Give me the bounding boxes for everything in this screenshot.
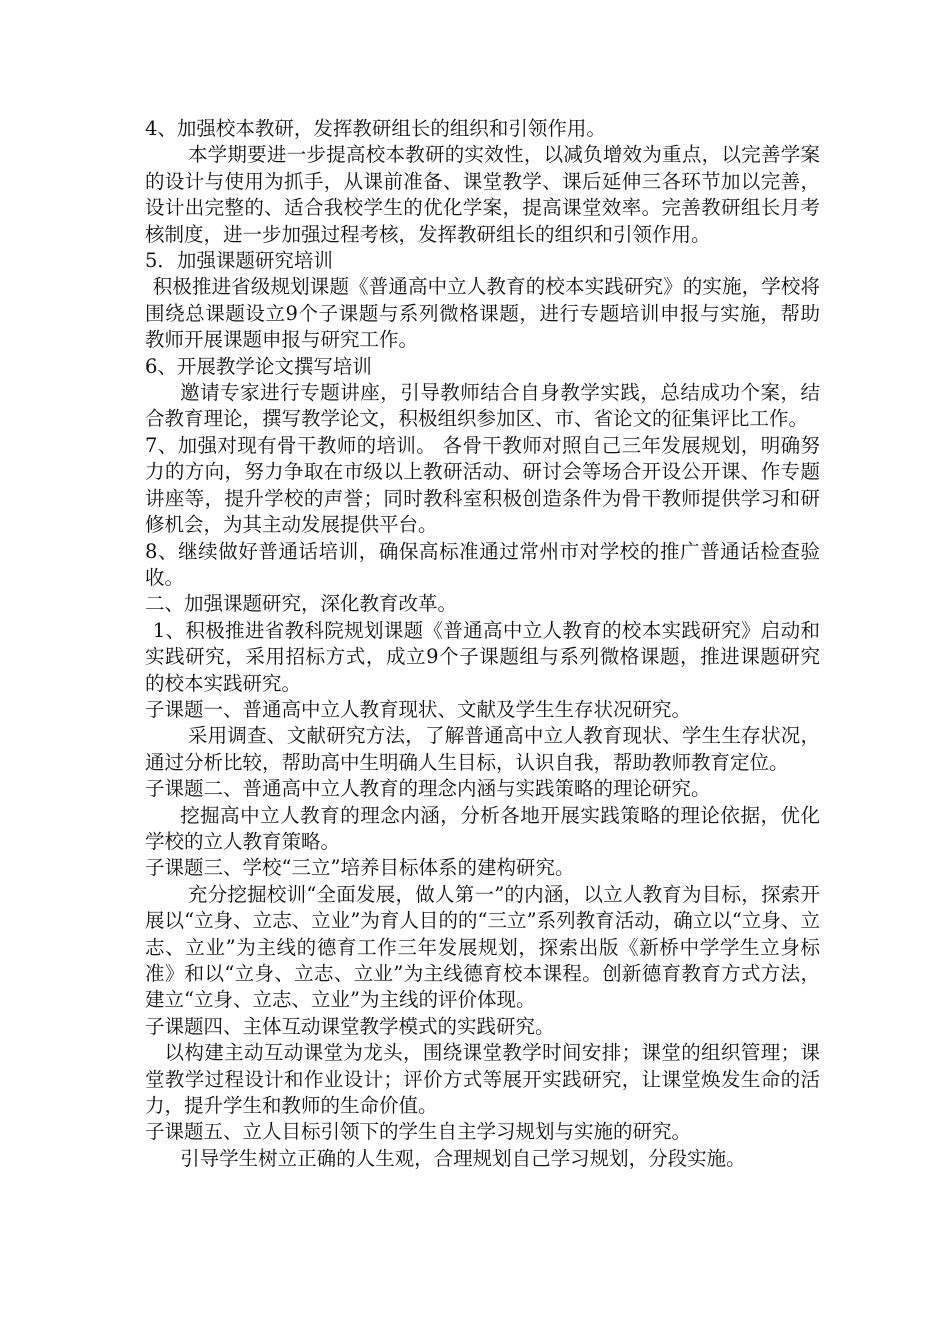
subtopic-2-body: 挖掘高中立人教育的理念内涵，分析各地开展实践策略的理论依据，优化学校的立人教育策略。 — [145, 803, 820, 853]
subtopic-1-body: 采用调查、文献研究方法，了解普通高中立人教育现状、学生生存状况，通过分析比较，帮助高中生明确人生目标，认识自我，帮助教师教育定位。 — [145, 724, 820, 774]
heading-6: 6、开展教学论文撰写培训 — [145, 354, 372, 378]
paragraph-paper-writing: 邀请专家进行专题讲座，引导教师结合自身教学实践，总结成功个案，结合教育理论，撰写教学论文，积极组织参加区、市、省论文的征集评比工作。 — [145, 381, 820, 431]
subtopic-5-body: 引导学生树立正确的人生观，合理规划自己学习规划，分段实施。 — [180, 1146, 746, 1170]
paragraph-school-research: 本学期要进一步提高校本教研的实效性，以减负增效为重点，以完善学案的设计与使用为抓手，从课前准备、课堂教学、课后延伸三各环节加以完善，设计出完整的、适合我校学生的优化学案，提高课堂效率。完善教研组长月考核制度，进一步加强过程考核，发挥教研组长的组织和引领作用。 — [145, 143, 820, 246]
paragraph-item-7: 7、加强对现有骨干教师的培训。 各骨干教师对照自己三年发展规划，明确努力的方向，努力争取在市级以上教研活动、研讨会等场合开设公开课、作专题讲座等，提升学校的声誉；同时教科室积极创造条件为骨干教师提供学习和研修机会，为其主动发展提供平台。 — [145, 433, 820, 537]
paragraph-item-8: 8、继续做好普通话培训，确保高标准通过常州市对学校的推广普通话检查验收。 — [145, 539, 820, 589]
subtopic-2-heading: 子课题二、普通高中立人教育的理念内涵与实践策略的理论研究。 — [145, 777, 711, 801]
document-page — [145, 116, 820, 1172]
subtopic-3-heading: 子课题三、学校“三立”培养目标体系的建构研究。 — [145, 856, 575, 880]
paragraph-topic-training: 积极推进省级规划课题《普通高中立人教育的校本实践研究》的实施，学校将围绕总课题设立9个子课题与系列微格课题，进行专题培训申报与实施，帮助教师开展课题申报与研究工作。 — [145, 275, 820, 352]
subtopic-4-body: 以构建主动互动课堂为龙头，围绕课堂教学时间安排；课堂的组织管理；课堂教学过程设计和作业设计；评价方式等展开实践研究，让课堂焕发生命的活力，提升学生和教师的生命价值。 — [145, 1041, 820, 1118]
subtopic-3-body: 充分挖掘校训“全面发展，做人第一”的内涵，以立人教育为目标，探索开展以“立身、立志、立业”为育人目的的“三立”系列教育活动，确立以“立身、立志、立业”为主线的德育工作三年发展规划，探索出版《新桥中学学生立身标准》和以“立身、立志、立业”为主线德育校本课程。创新德育教育方式方法，建立“立身、立志、立业”为主线的评价体现。 — [145, 882, 820, 1012]
heading-5: 5．加强课题研究培训 — [145, 249, 333, 273]
heading-4: 4、加强校本教研，发挥教研组长的组织和引领作用。 — [145, 117, 606, 140]
paragraph-section-2-item-1: 1、积极推进省教科院规划课题《普通高中立人教育的校本实践研究》启动和实践研究，采用招标方式，成立9个子课题组与系列微格课题，推进课题研究的校本实践研究。 — [145, 618, 820, 695]
subtopic-4-heading: 子课题四、主体互动课堂教学模式的实践研究。 — [145, 1014, 555, 1038]
subtopic-5-heading: 子课题五、立人目标引领下的学生自主学习规划与实施的研究。 — [145, 1120, 692, 1144]
subtopic-1-heading: 子课题一、普通高中立人教育现状、文献及学生生存状况研究。 — [145, 697, 692, 721]
section-heading-2: 二、加强课题研究，深化教育改革。 — [145, 592, 458, 616]
